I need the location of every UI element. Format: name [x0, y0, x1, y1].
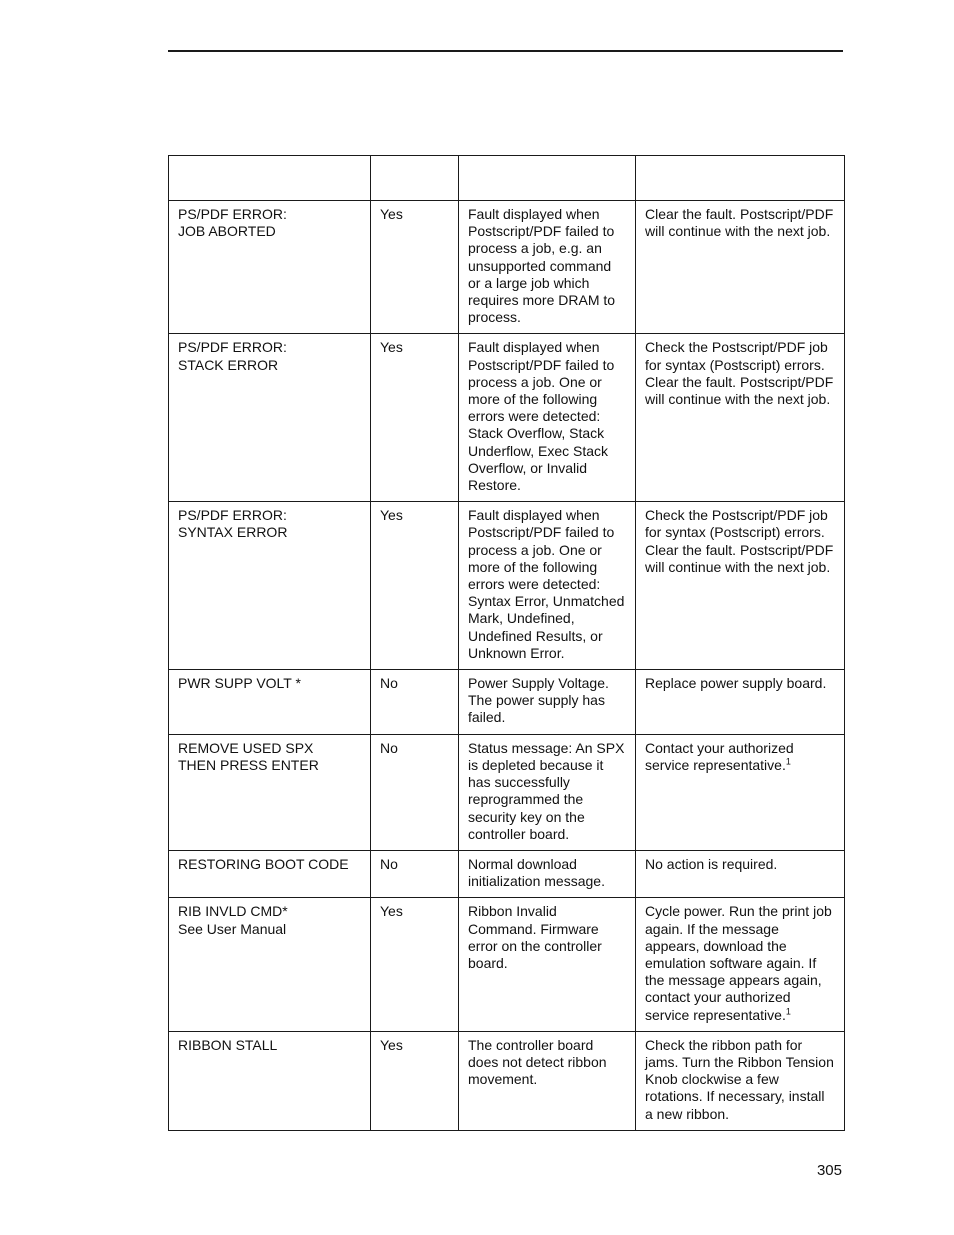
table-row	[169, 670, 845, 735]
message-table	[168, 155, 845, 1131]
message-cell: PS/PDF ERROR: STACK ERROR	[169, 334, 371, 502]
header-cell-message	[169, 156, 371, 201]
message-cell: RESTORING BOOT CODE	[169, 850, 371, 897]
header-cell-display	[371, 156, 459, 201]
explanation-cell: Fault displayed when Postscript/PDF failed to process a job. One or more of the following errors were detected: Syntax Error, Unmatched Mark, Undefined, Undefined Results, or Unknown Error.	[459, 502, 636, 670]
display-cell: Yes	[371, 334, 459, 502]
footnote-marker: 1	[785, 756, 791, 767]
table-row	[169, 502, 845, 670]
explanation-cell: The controller board does not detect ribbon movement.	[459, 1031, 636, 1130]
table-row	[169, 850, 845, 897]
solution-text: Check the Postscript/PDF job for syntax (Postscript) errors. Clear the fault. Postscript/PDF will continue with the next job.	[645, 507, 834, 575]
explanation-cell: Fault displayed when Postscript/PDF failed to process a job. One or more of the following errors were detected: Stack Overflow, Stack Underflow, Exec Stack Overflow, or Invalid Restore.	[459, 334, 636, 502]
message-cell: PWR SUPP VOLT *	[169, 670, 371, 735]
message-cell: REMOVE USED SPX THEN PRESS ENTER	[169, 734, 371, 850]
display-cell: No	[371, 734, 459, 850]
message-cell: RIBBON STALL	[169, 1031, 371, 1130]
table-row	[169, 898, 845, 1031]
display-cell: Yes	[371, 201, 459, 334]
display-cell: Yes	[371, 1031, 459, 1130]
explanation-cell: Ribbon Invalid Command. Firmware error on the controller board.	[459, 898, 636, 1031]
table-row	[169, 334, 845, 502]
solution-cell	[636, 670, 845, 735]
solution-text: Cycle power. Run the print job again. If the message appears, download the emulation software again. If the message appears again, contact your authorized service representative.	[645, 903, 832, 1023]
solution-text: Contact your authorized service representative.	[645, 739, 794, 773]
message-cell: RIB INVLD CMD* See User Manual	[169, 898, 371, 1031]
header-cell-solution	[636, 156, 845, 201]
message-cell: PS/PDF ERROR: SYNTAX ERROR	[169, 502, 371, 670]
explanation-cell: Normal download initialization message.	[459, 850, 636, 897]
display-cell: No	[371, 670, 459, 735]
table-row	[169, 734, 845, 850]
explanation-cell: Fault displayed when Postscript/PDF failed to process a job, e.g. an unsupported command or a large job which requires more DRAM to process.	[459, 201, 636, 334]
solution-cell	[636, 898, 845, 1031]
solution-cell	[636, 734, 845, 850]
solution-cell	[636, 201, 845, 334]
display-cell: No	[371, 850, 459, 897]
solution-text: Replace power supply board.	[645, 675, 827, 692]
solution-text: No action is required.	[645, 855, 778, 872]
solution-cell	[636, 502, 845, 670]
explanation-cell: Power Supply Voltage. The power supply has failed.	[459, 670, 636, 735]
solution-text: Check the ribbon path for jams. Turn the Ribbon Tension Knob clockwise a few rotations. If necessary, install a new ribbon.	[645, 1036, 834, 1122]
explanation-cell: Status message: An SPX is depleted because it has successfully reprogrammed the security key on the controller board.	[459, 734, 636, 850]
table-header-row	[169, 156, 845, 201]
table-row	[169, 201, 845, 334]
header-cell-explanation	[459, 156, 636, 201]
footnote-marker: 1	[785, 1005, 791, 1016]
solution-cell	[636, 334, 845, 502]
solution-cell	[636, 1031, 845, 1130]
display-cell: Yes	[371, 898, 459, 1031]
solution-cell	[636, 850, 845, 897]
solution-text: Check the Postscript/PDF job for syntax (Postscript) errors. Clear the fault. Postscript/PDF will continue with the next job.	[645, 339, 834, 408]
header-rule	[168, 50, 843, 52]
table-row	[169, 1031, 845, 1130]
page-number: 305	[816, 1162, 842, 1179]
display-cell: Yes	[371, 502, 459, 670]
message-cell: PS/PDF ERROR: JOB ABORTED	[169, 201, 371, 334]
solution-text: Clear the fault. Postscript/PDF will continue with the next job.	[645, 206, 834, 240]
